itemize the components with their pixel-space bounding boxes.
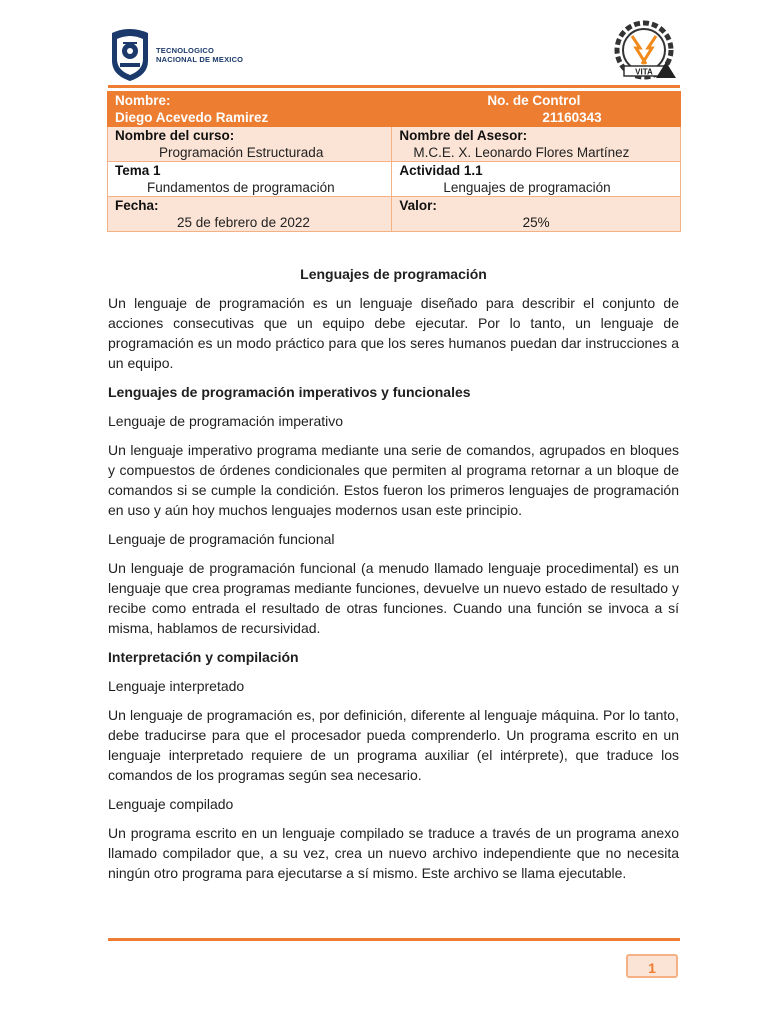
fecha-label: Fecha: bbox=[115, 198, 159, 213]
info-row-curso bbox=[108, 127, 681, 162]
control-cell bbox=[392, 92, 681, 127]
nombre-value: Diego Acevedo Ramirez bbox=[115, 110, 269, 125]
subheading-compilado: Lenguaje compilado bbox=[108, 796, 234, 812]
curso-cell bbox=[108, 127, 392, 162]
fecha-value: 25 de febrero de 2022 bbox=[177, 215, 310, 230]
curso-label: Nombre del curso: bbox=[115, 128, 235, 143]
valor-cell bbox=[392, 197, 681, 232]
paragraph-interpretado: Un lenguaje de programación es, por definición, diferente al lenguaje máquina. Por lo tanto, debe traducirse para que el procesador pueda comprenderlo. Un programa escrito en un lenguaje interpretado requiere de un programa auxiliar (el intérprete), que traduce los comandos de los programas según sea necesario. bbox=[108, 707, 679, 783]
section-heading-interpretacion: Interpretación y compilación bbox=[108, 649, 299, 665]
tema-value: Fundamentos de programación bbox=[147, 180, 335, 195]
crest-text: VITA bbox=[635, 67, 653, 77]
asesor-cell bbox=[392, 127, 681, 162]
footer-divider bbox=[108, 938, 680, 941]
institution-line-1: TECNOLOGICO bbox=[156, 46, 215, 55]
document-body bbox=[108, 264, 679, 892]
actividad-label: Actividad 1.1 bbox=[399, 163, 483, 178]
fecha-cell bbox=[108, 197, 392, 232]
document-title: Lenguajes de programación bbox=[300, 266, 487, 282]
page-number: 1 bbox=[626, 954, 678, 978]
tema-cell bbox=[108, 162, 392, 197]
info-row-tema bbox=[108, 162, 681, 197]
institution-line-2: NACIONAL DE MEXICO bbox=[156, 55, 244, 64]
subheading-funcional: Lenguaje de programación funcional bbox=[108, 531, 335, 547]
tema-label: Tema 1 bbox=[115, 163, 161, 178]
student-info-table bbox=[107, 91, 681, 232]
actividad-cell bbox=[392, 162, 681, 197]
control-value: 21160343 bbox=[542, 110, 602, 125]
school-crest-logo bbox=[610, 18, 678, 84]
asesor-value: M.C.E. X. Leonardo Flores Martínez bbox=[413, 145, 630, 160]
control-label: No. de Control bbox=[487, 93, 581, 108]
valor-value: 25% bbox=[522, 215, 550, 230]
asesor-label: Nombre del Asesor: bbox=[399, 128, 528, 143]
subheading-interpretado: Lenguaje interpretado bbox=[108, 678, 245, 694]
actividad-value: Lenguajes de programación bbox=[443, 180, 611, 195]
intro-paragraph: Un lenguaje de programación es un lenguaje diseñado para describir el conjunto de acciones consecutivas que un equipo debe ejecutar. Por lo tanto, un lenguaje de programación es un modo práctico para que los seres humanos puedan dar instrucciones a un equipo. bbox=[108, 295, 679, 371]
curso-value: Programación Estructurada bbox=[159, 145, 324, 160]
info-row-nombre bbox=[108, 92, 681, 127]
header-divider bbox=[108, 85, 680, 88]
section-heading-imperativos: Lenguajes de programación imperativos y funcionales bbox=[108, 384, 471, 400]
tecnm-logo bbox=[108, 26, 248, 84]
nombre-cell bbox=[108, 92, 392, 127]
paragraph-compilado: Un programa escrito en un lenguaje compilado se traduce a través de un programa anexo llamado compilador que, a su vez, crea un nuevo archivo independiente que no necesita ningún otro programa para ejecutarse a sí mismo. Este archivo se llama ejecutable. bbox=[108, 825, 679, 881]
tecnm-emblem-icon bbox=[108, 27, 152, 83]
subheading-imperativo: Lenguaje de programación imperativo bbox=[108, 413, 344, 429]
gear-crest-icon bbox=[610, 18, 678, 84]
paragraph-funcional: Un lenguaje de programación funcional (a menudo llamado lenguaje procedimental) es un lenguaje que crea programas mediante funciones, devuelve un nuevo estado de resultado y recibe como entrada el resultado de otras funciones. Cuando una función se invoca a sí misma, hablamos de recursividad. bbox=[108, 560, 679, 636]
paragraph-imperativo: Un lenguaje imperativo programa mediante una serie de comandos, agrupados en bloques y compuestos de órdenes condicionales que permiten al programa retornar a un bloque de comandos si se cumple la condición. Estos fueron los primeros lenguajes de programación en uso y aún hoy muchos lenguajes modernos usan este principio. bbox=[108, 442, 679, 518]
valor-label: Valor: bbox=[399, 198, 437, 213]
nombre-label: Nombre: bbox=[115, 93, 171, 108]
info-row-fecha bbox=[108, 197, 681, 232]
